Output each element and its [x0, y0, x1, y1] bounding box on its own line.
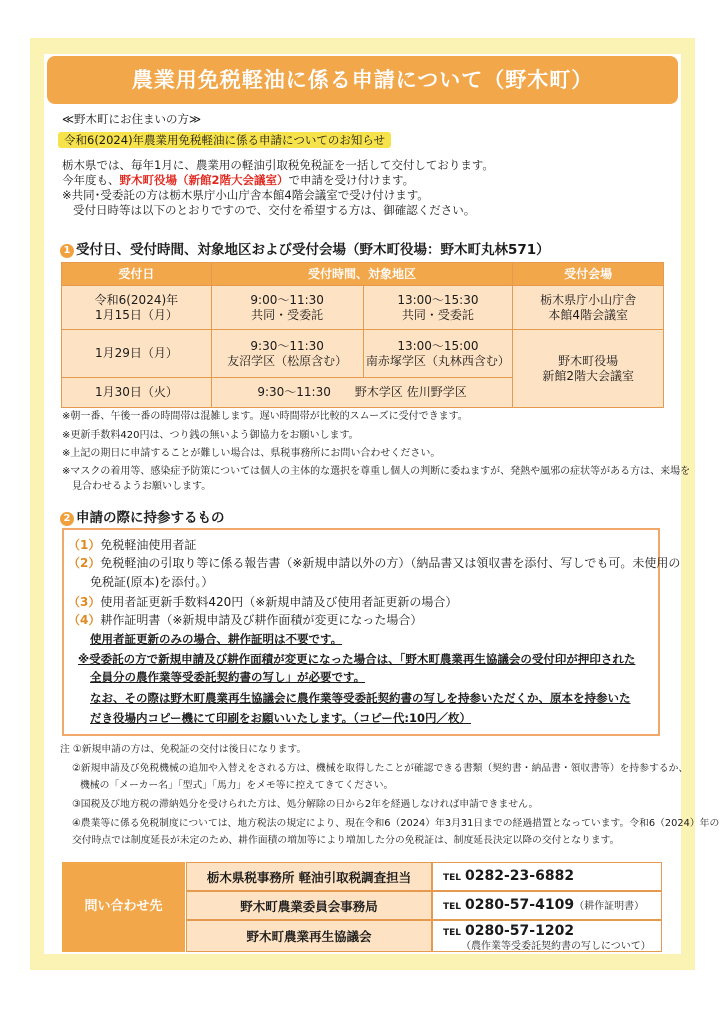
footnote-2-cont: 機械の「メーカー名」「型式」「馬力」をメモ等に控えてきてください。	[80, 780, 394, 791]
bold-note-4: なお、その際は野木町農業再生協議会に農作業等受委託契約書の写しを持参いただくか、原本を持参いた	[90, 691, 631, 705]
schedule-note-5: 見合わせるようお願いします。	[62, 481, 212, 492]
bold-note-3: 全員分の農作業等受委託契約書の写し」が必要です。	[90, 670, 366, 684]
schedule-row-2	[62, 330, 664, 378]
bold-note-2: ※受委託の方で新規申請及び耕作面積が変更になった場合は、「野木町農業再生協議会の受付印が押印された	[78, 652, 636, 666]
row1-am-time: 9:00～11:30	[250, 292, 324, 307]
item-4-text: 耕作証明書（※新規申請及び耕作面積が変更になった場合）	[100, 613, 423, 627]
item-3	[68, 594, 457, 610]
schedule-row-1	[62, 286, 664, 330]
schedule-note-1: ※朝一番、午後一番の時間帯は混雑します。遅い時間帯が比較的スムーズに受付できます。	[62, 411, 468, 422]
item-2-cont: 免税証(原本)を添付。）	[90, 575, 214, 589]
row2-venue	[513, 330, 664, 408]
item-2-number: （2）	[68, 556, 101, 570]
item-1-number: （1）	[68, 538, 101, 552]
notice-banner	[58, 133, 391, 148]
row1-am-area: 共同・受委託	[251, 307, 324, 322]
row2-am	[211, 330, 363, 378]
item-1	[68, 537, 196, 553]
intro-line-3: ※共同･受委託の方は栃木県庁小山庁舎本館4階会議室で受け付けます。	[62, 188, 429, 202]
item-3-number: （3）	[68, 595, 101, 609]
schedule-note-4: ※マスクの着用等、感染症予防策については個人の主体的な選択を尊重し個人の判断に委ねますが、発熱や風邪の症状等がある方は、来場を	[62, 466, 691, 477]
row2-pm	[363, 330, 513, 378]
intro-line-4: 受付日時等は以下のとおりですので、交付を希望する方は、御確認ください。	[73, 203, 476, 217]
header-venue: 受付会場	[513, 263, 664, 286]
venue-highlight: 野木町役場（新館2階大会議室）	[119, 173, 289, 187]
section-1-number: 1	[60, 244, 74, 258]
row1-pm	[363, 286, 513, 330]
intro-line-2	[62, 173, 414, 188]
contact-label: 問い合わせ先	[62, 862, 185, 952]
row2-pm-area: 南赤塚学区（丸林西含む）	[365, 353, 510, 368]
phone-number-2: 0280-57-4109	[465, 897, 575, 913]
item-4	[68, 612, 422, 628]
intro-line-2a: 今年度も、	[62, 173, 120, 187]
intro-line-2b: で申請を受け付けます。	[288, 173, 415, 187]
row2-pm-time: 13:00～15:00	[397, 338, 479, 353]
bold-note-5: だき役場内コピー機にて印刷をお願いいたします。（コピー代:10円／枚）	[90, 711, 472, 725]
item-2	[68, 555, 680, 571]
footnote-4-cont: 交付時点では制度延長が未定のため、耕作面積の増加等により増加した分の免税証は、制度延長決定以降の交付となります。	[72, 835, 620, 846]
notice-text: 令和6(2024)年農業用免税軽油に係る申請についてのお知らせ	[58, 132, 391, 148]
section-1-heading	[60, 238, 550, 258]
footnote-2: ②新規申請及び免税機械の追加や入替えをされる方は、機械を取得したことが確認できる書類（契約書・納品書・領収書等）を持参するか、	[72, 763, 689, 774]
row1-pm-time: 13:00～15:30	[397, 292, 479, 307]
section-2-heading	[60, 506, 225, 526]
row2-venue-room: 新館2階大会議室	[542, 368, 634, 383]
row1-date	[62, 286, 212, 330]
contact-org-1: 栃木県税事務所 軽油引取税調査担当	[186, 862, 432, 891]
contact-phone-1	[432, 862, 662, 891]
contact-phone-3	[432, 920, 662, 952]
row1-am	[211, 286, 363, 330]
header-time: 受付時間、対象地区	[211, 263, 513, 286]
footnote-3: ③国税及び地方税の滞納処分を受けられた方は、処分解除の日から2年を経過しなければ申請できません。	[72, 799, 539, 810]
row3-date: 1月30日（火）	[62, 378, 212, 408]
row1-venue-room: 本館4階会議室	[548, 307, 628, 322]
contact-org-3: 野木町農業再生協議会	[186, 920, 432, 952]
contact-org-2: 野木町農業委員会事務局	[186, 891, 432, 920]
intro-line-1: 栃木県では、毎年1月に、農業用の軽油引取税免税証を一括して交付しております。	[62, 158, 494, 172]
tel-icon: TEL	[443, 902, 462, 912]
row3-time: 9:30～11:30 野木学区 佐川野学区	[211, 378, 513, 408]
row1-venue-name: 栃木県庁小山庁舎	[540, 292, 637, 307]
row2-date: 1月29日（月）	[62, 330, 212, 378]
page-title: 農業用免税軽油に係る申請について（野木町）	[47, 56, 678, 104]
phone-number-3: 0280-57-1202	[465, 923, 575, 939]
row2-am-time: 9:30～11:30	[250, 338, 324, 353]
schedule-note-2: ※更新手数料420円は、つり銭の無いよう御協力をお願いします。	[62, 430, 359, 441]
row1-venue	[513, 286, 664, 330]
header-date: 受付日	[62, 263, 212, 286]
row1-pm-area: 共同・受委託	[401, 307, 474, 322]
tel-icon: TEL	[443, 873, 462, 883]
audience-line: ≪野木町にお住まいの方≫	[62, 112, 202, 126]
item-3-text: 使用者証更新手数料420円（※新規申請及び使用者証更新の場合）	[100, 595, 458, 609]
row2-am-area: 友沼学区（松原含む）	[227, 353, 348, 368]
schedule-table	[61, 262, 664, 408]
phone-2-note: （耕作証明書）	[574, 901, 645, 912]
footnote-1: 注 ①新規申請の方は、免税証の交付は後日になります。	[60, 744, 307, 755]
item-2-text: 免税軽油の引取り等に係る報告書（※新規申請以外の方）（納品書又は領収書を添付、写しでも可。未使用の	[100, 556, 681, 570]
schedule-note-3: ※上記の期日に申請することが難しい場合は、県税事務所にお問い合わせください。	[62, 448, 441, 459]
phone-3-note: （農作業等受委託契約書の写しについて）	[461, 941, 651, 952]
item-1-text: 免税軽油使用者証	[100, 538, 197, 552]
phone-number-1: 0282-23-6882	[465, 868, 575, 884]
row2-venue-name: 野木町役場	[558, 353, 619, 368]
bold-note-1: 使用者証更新のみの場合、耕作証明は不要です。	[90, 632, 343, 646]
row1-date-day: 1月15日（月）	[94, 307, 178, 322]
footnote-4: ④農業等に係る免税制度については、地方税法の規定により、現在令和6（2024）年3月31日までの経過措置となっています。令和6（2024）年の	[72, 818, 720, 829]
section-1-title: 受付日、受付時間、対象地区および受付会場（野木町役場：野木町丸林571）	[76, 242, 550, 258]
schedule-header-row	[62, 263, 664, 286]
section-2-number: 2	[60, 512, 74, 526]
tel-icon: TEL	[443, 928, 462, 938]
row1-date-year: 令和6(2024)年	[94, 292, 179, 307]
item-4-number: （4）	[68, 613, 101, 627]
contact-phone-2	[432, 891, 662, 920]
section-2-title: 申請の際に持参するもの	[76, 510, 225, 526]
